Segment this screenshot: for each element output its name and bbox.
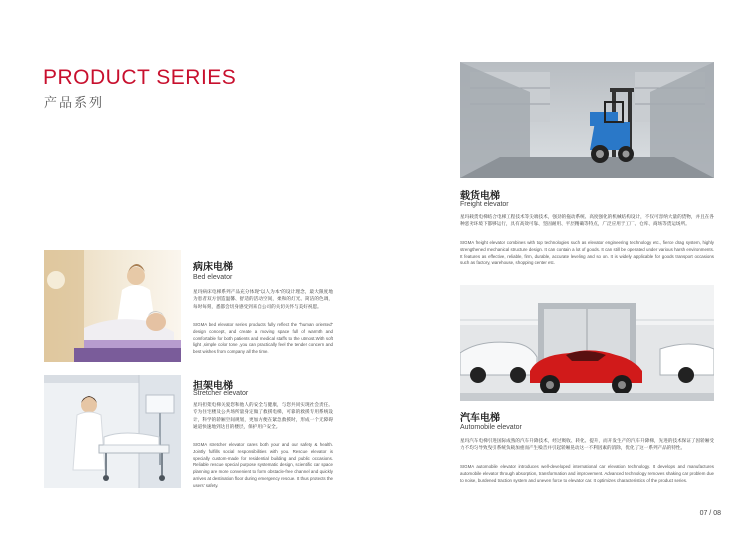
automobile-elevator-name-cn: 汽车电梯: [460, 413, 500, 424]
page-subtitle: 产品系列: [44, 95, 105, 110]
automobile-elevator-desc-cn: 星玛汽车电梯引进国际成熟的汽车升降技术，经过吸收、转化、提升，而开发生产的汽车升降梯，先进的技术保证了因轿厢受力不均匀导致曳引系统负载加重而产生噪音并引起轿厢晃动这一不利因素的消除，优化了这一系列产品的特性。: [460, 438, 714, 451]
bed-elevator-name-cn: 病床电梯: [193, 262, 233, 273]
automobile-elevator-photo: [460, 285, 714, 401]
bed-elevator-desc-en: SIGMA bed elevator series products fully reflect the “human oriented” design concept, and create a moving space full of warmth and comfortable for both patients and medical staffs to the utmost.With soft light ,simple color tone ,you can practically feel the tender concern and best wishes from company all the time.: [193, 322, 333, 355]
page-number: 07 / 08: [699, 510, 721, 517]
stretcher-elevator-desc-cn: 星玛担架电梯关爱您和他人的安全与健康，与您共同实现社会责任。专为住宅楼及公共场所量身定做了救援电梯，可靠的救援专用系统设计，科学的轿厢空间规划，更加方便在紧急救援时，形成一个无障碍通道快速地到达目的楼层，保护用户安全。: [193, 402, 333, 430]
freight-elevator-desc-cn: 星玛载货电梯结合电梯工程技术等尖端技术，强劲的拖动系统、高度强化的机械结构设计，不仅可容纳大量的货物，并且在各种恶劣环境下都够运行，具有高效可靠、坚固耐用、平层精确等特点，广泛应用于工厂、仓库、商场等货运场所。: [460, 214, 714, 227]
page-title: PRODUCT SERIES: [43, 66, 237, 89]
stretcher-elevator-name-en: Stretcher elevator: [193, 390, 249, 397]
freight-elevator-name-cn: 载货电梯: [460, 191, 500, 202]
automobile-elevator-desc-en: SIGMA automobile elevator introduces well-developed international car elevation technology. It develops and manufactures automobile elevator through absorption, transformation and improvement. Advanced technology removes shaking car problem due to noise, burdened traction system and uneven force to elevator car. It optimizes characteristics of the product series.: [460, 464, 714, 483]
freight-elevator-name-en: Freight elevator: [460, 201, 509, 208]
freight-elevator-desc-en: SIGMA freight elevator combines with top technologies such as elevator engineering technology etc., fierce drag system, highly strengthened mechanical structure design. It can contain a lot of goods. It can still be operated under various harsh environments. It features as effective, reliable, firm, durable, accurate leveling and so on. It is widely applicable for goods transport occasions such as factory, warehouse, shopping center etc.: [460, 240, 714, 266]
stretcher-elevator-desc-en: SIGMA stretcher elevator cares both your and our safety & health. Jointly fulfills social responsibilities with you. Rescue elevator is specially custom-made for residential building and public occasions. Reliable rescue special purpose systematic design, scientific car space planning are more convenient to form obstacle-free channel and quickly arrives at destination floor during emergency rescue. It thus protects the users' safety.: [193, 442, 333, 488]
bed-elevator-desc-cn: 星玛病床电梯系列产品充分体现“以人为本”的设计理念，最大限度地为患者双方创造温馨、舒适的活动空间，柔和的灯光、简洁的色调，每时每刻，悉都会切身感受到来自公司的关切关怀与美好祝愿。: [193, 289, 333, 309]
freight-elevator-photo: [460, 62, 714, 178]
stretcher-elevator-photo: [44, 375, 181, 488]
bed-elevator-name-en: Bed elevator: [193, 274, 233, 281]
automobile-elevator-name-en: Automobile elevator: [460, 424, 522, 431]
bed-elevator-photo: [44, 250, 181, 362]
stretcher-elevator-name-cn: 担架电梯: [193, 381, 233, 392]
